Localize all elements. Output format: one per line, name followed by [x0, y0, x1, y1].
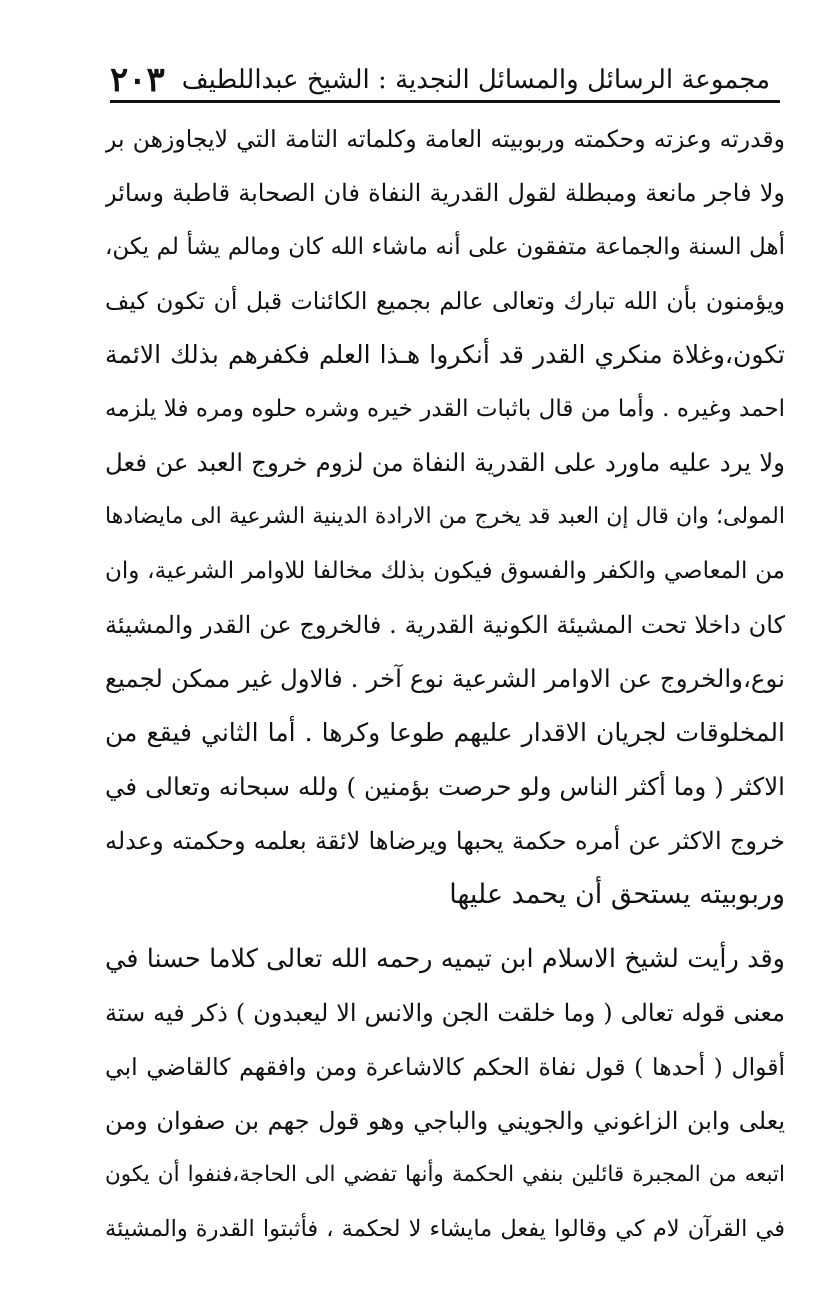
text-line: ولا فاجر مانعة ومبطلة لقول القدرية النفاة فان الصحابة قاطبة وسائر: [105, 179, 785, 207]
text-line: وقدرته وعزته وحكمته وربوبيته العامة وكلماته التامة التي لايجاوزهن بر: [105, 125, 785, 153]
running-header: [110, 40, 770, 100]
paragraph: [105, 112, 785, 922]
text-line: وقد رأيت لشيخ الاسلام ابن تيميه رحمه الله تعالى كلاما حسنا في: [105, 944, 785, 974]
paragraph: [105, 932, 785, 1256]
text-line: احمد وغيره . وأما من قال باثبات القدر خيره وشره حلوه ومره فلا يلزمه: [105, 396, 785, 422]
text-line: وربوبيته يستحق أن يحمد عليها: [449, 879, 785, 910]
text-line: المولى؛ وان قال إن العبد قد يخرج من الارادة الدينية الشرعية الى مايضادها: [105, 504, 785, 529]
text-line: ويؤمنون بأن الله تبارك وتعالى عالم بجميع الكائنات قبل أن تكون كيف: [105, 287, 785, 315]
text-line: تكون،وغلاة منكري القدر قد أنكروا هـذا العلم فكفرهم بذلك الائمة: [105, 340, 785, 369]
text-line: اتبعه من المجبرة قائلين بنفي الحكمة وأنها تفضي الى الحاجة،فنفوا أن يكون: [105, 1162, 785, 1187]
page-number: ٢٠٣: [110, 60, 165, 100]
header-title: مجموعة الرسائل والمسائل النجدية : الشيخ عبداللطيف: [181, 65, 770, 95]
text-line: يعلى وابن الزاغوني والجويني والباجي وهو قول جهم بن صفوان ومن: [105, 1107, 785, 1135]
text-line: أقوال ( أحدها ) قول نفاة الحكم كالاشاعرة ومن وافقهم كالقاضي ابي: [105, 1053, 785, 1081]
text-line: الاكثر ( وما أكثر الناس ولو حرصت بؤمنين ) ولله سبحانه وتعالى في: [105, 772, 785, 801]
text-line: أهل السنة والجماعة متفقون على أنه ماشاء الله كان ومالم يشأ لم يكن،: [105, 234, 785, 260]
text-line: كان داخلا تحت المشيئة الكونية القدرية . فالخروج عن القدر والمشيئة: [105, 611, 785, 639]
text-line: خروج الاكثر عن أمره حكمة يحبها ويرضاها لائقة بعلمه وحكمته وعدله: [105, 827, 785, 855]
paragraph-gap: [105, 922, 785, 932]
text-line: معنى قوله تعالى ( وما خلقت الجن والانس الا ليعبدون ) ذكر فيه ستة: [105, 999, 785, 1027]
header-rule: [110, 100, 780, 103]
text-line: المخلوقات لجريان الاقدار عليهم طوعا وكرها . أما الثاني فيقع من: [105, 718, 785, 747]
text-line: نوع،والخروج عن الاوامر الشرعية نوع آخر . فالاول غير ممكن لجميع: [105, 664, 785, 693]
text-line: من المعاصي والكفر والفسوق فيكون بذلك مخالفا للاوامر الشرعية، وان: [105, 558, 785, 584]
text-line: ولا يرد عليه ماورد على القدرية النفاة من لزوم خروج العبد عن فعل: [105, 448, 785, 477]
text-line: في القرآن لام كي وقالوا يفعل مايشاء لا لحكمة ، فأثبتوا القدرة والمشيئة: [105, 1216, 785, 1242]
body-text: [105, 112, 785, 1256]
